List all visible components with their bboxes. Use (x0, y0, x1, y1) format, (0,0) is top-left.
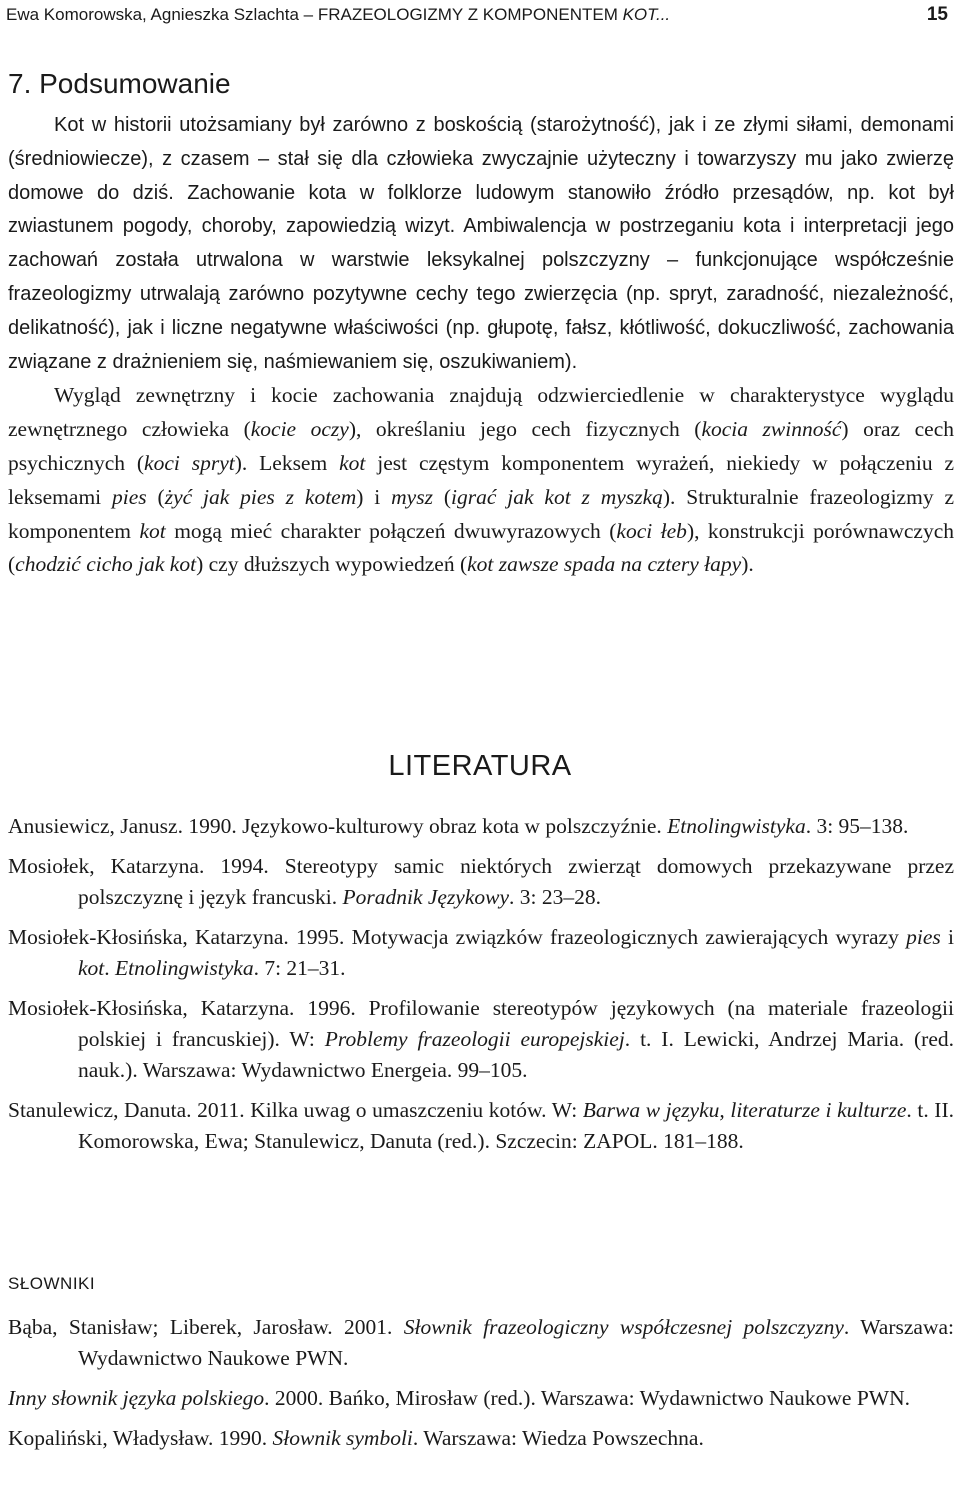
slowniki-list (8, 1312, 954, 1463)
dictionary-item (8, 1423, 954, 1454)
ref-italic: Etnolingwistyka (115, 956, 254, 980)
ref-text: . 3: 95–138. (805, 814, 909, 838)
ref-italic: Słownik symboli (272, 1426, 413, 1450)
running-title-text: Ewa Komorowska, Agnieszka Szlachta – FRAZEOLOGIZMY Z KOMPONENTEM (6, 5, 623, 24)
reference-item (8, 851, 954, 913)
ref-text: . Warszawa: Wydawnictwo Naukowe PWN. (78, 1315, 954, 1370)
summary-paragraph-1 (8, 109, 954, 379)
p2-italic: igrać jak kot z myszką (451, 484, 663, 509)
p2-italic: kot (339, 450, 366, 475)
p2-text: jest częstym komponentem wyrażeń, niekiedy w połączeniu z leksemami (8, 450, 955, 509)
p2-italic: kot zawsze spada na cztery łapy (467, 552, 742, 577)
running-header (6, 0, 954, 30)
ref-italic: Problemy frazeologii europejskiej (324, 1027, 625, 1051)
p2-text: ), określaniu jego cech fizycznych ( (348, 417, 702, 442)
ref-text: Stanulewicz, Danuta. 2011. Kilka uwag o umaszczeniu kotów. W: (8, 1098, 583, 1122)
reference-item (8, 811, 954, 842)
ref-text: . 7: 21–31. (253, 956, 346, 980)
ref-text: . 2000. Bańko, Mirosław (red.). Warszawa: Wydawnictwo Naukowe PWN. (264, 1386, 910, 1410)
ref-text: . t. I. Lewicki, Andrzej Maria. (red. nauk.). Warszawa: Wydawnictwo Energeia. 99–105. (78, 1027, 954, 1082)
p2-italic: kocie oczy (250, 417, 349, 442)
ref-text: . (104, 956, 116, 980)
p2-text: mogą mieć charakter połączeń dwuwyrazowych ( (165, 518, 617, 543)
reference-item (8, 1095, 954, 1157)
p2-italic: koci łeb (616, 518, 687, 543)
p2-text: ( (146, 484, 165, 509)
ref-text: Kopaliński, Władysław. 1990. (8, 1426, 273, 1450)
ref-text: i (940, 925, 954, 949)
dictionary-item (8, 1383, 954, 1414)
p2-italic: mysz (391, 484, 433, 509)
ref-italic: Poradnik Językowy (342, 885, 510, 909)
summary-body (8, 109, 954, 582)
p2-italic: chodzić cicho jak kot (15, 552, 197, 577)
running-title-italic: KOT... (622, 5, 671, 24)
ref-text: Bąba, Stanisław; Liberek, Jarosław. 2001. (8, 1315, 404, 1339)
ref-italic: Barwa w języku, literaturze i kulturze (582, 1098, 907, 1122)
running-title (6, 0, 670, 30)
ref-italic: pies (906, 925, 941, 949)
p2-italic: kocia zwinność (701, 417, 842, 442)
p2-text: ). (741, 552, 754, 577)
p2-italic: żyć jak pies z kotem (164, 484, 357, 509)
ref-text: Mosiołek-Kłosińska, Katarzyna. 1996. Profilowanie stereotypów językowych (na materiale frazeologii polskiej i francuskiej). W: (8, 996, 954, 1051)
slowniki-heading: SŁOWNIKI (8, 1274, 96, 1293)
summary-paragraph-2 (8, 379, 954, 582)
p2-text: ). Strukturalnie frazeologizmy z komponentem (8, 484, 954, 543)
p2-text: ) i (356, 484, 392, 509)
p2-text: Wygląd zewnętrzny i kocie zachowania znajdują odzwierciedlenie w charakterystyce wyglądu zewnętrznego człowieka ( (8, 383, 954, 442)
ref-text: . t. II. Komorowska, Ewa; Stanulewicz, Danuta (red.). Szczecin: ZAPOL. 181–188. (78, 1098, 955, 1153)
ref-text: Mosiołek, Katarzyna. 1994. Stereotypy samic niektórych zwierząt domowych przekazywane przez polszczyznę i język francuski. (8, 854, 954, 909)
p2-text: ), konstrukcji porównawczych ( (8, 518, 954, 577)
ref-text: . 3: 23–28. (509, 885, 602, 909)
ref-text: . Warszawa: Wiedza Powszechna. (412, 1426, 704, 1450)
section-heading: 7. Podsumowanie (8, 68, 231, 99)
p2-italic: kot (139, 518, 166, 543)
dictionary-item (8, 1312, 954, 1374)
p2-italic: koci spryt (144, 450, 235, 475)
ref-text: Mosiołek-Kłosińska, Katarzyna. 1995. Motywacja związków frazeologicznych zawierających wyrazy (8, 925, 907, 949)
p1-text: Kot w historii utożsamiany był zarówno z boskością (starożytność), jak i ze złymi siłami, demonami (średniowiecze), z czasem – stał się dla człowieka zwyczajnie użyteczny i towarzyszy mu jako zwierzę domowe do dziś. Zachowanie kota w folklorze ludowym stanowiło źródło przesądów, np. kot był zwiastunem pogody, choroby, zapowiedzią wizyt. Ambiwalencja w postrzeganiu kota i interpretacji jego zachowań została utrwalona w warstwie leksykalnej polszczyzny – funkcjonujące współcześnie frazeologizmy utrwalają zarówno pozytywne cechy tego zwierzęcia (np. spryt, zaradność, niezależność, delikatność), jak i liczne negatywne właściwości (np. głupotę, fałsz, kłótliwość, dokuczliwość, zachowania związane z drażnieniem się, naśmiewaniem się, oszukiwaniem). (8, 114, 954, 373)
ref-italic: Inny słownik języka polskiego (8, 1386, 265, 1410)
ref-italic: Słownik frazeologiczny współczesnej polszczyzny (403, 1315, 844, 1339)
p2-text: ) czy dłuższych wypowiedzeń ( (196, 552, 468, 577)
literatura-heading: LITERATURA (388, 750, 572, 782)
p2-text: ) oraz cech psychicznych ( (8, 417, 954, 475)
page-number: 15 (926, 4, 948, 25)
reference-item (8, 993, 954, 1086)
ref-italic: kot (78, 956, 105, 980)
p2-italic: pies (112, 484, 147, 509)
p2-text: ). Leksem (234, 450, 340, 475)
ref-italic: Etnolingwistyka (667, 814, 806, 838)
reference-item (8, 922, 954, 984)
literatura-list (8, 811, 954, 1166)
p2-text: ( (432, 484, 451, 509)
ref-text: Anusiewicz, Janusz. 1990. Językowo-kulturowy obraz kota w polszczyźnie. (8, 814, 668, 838)
